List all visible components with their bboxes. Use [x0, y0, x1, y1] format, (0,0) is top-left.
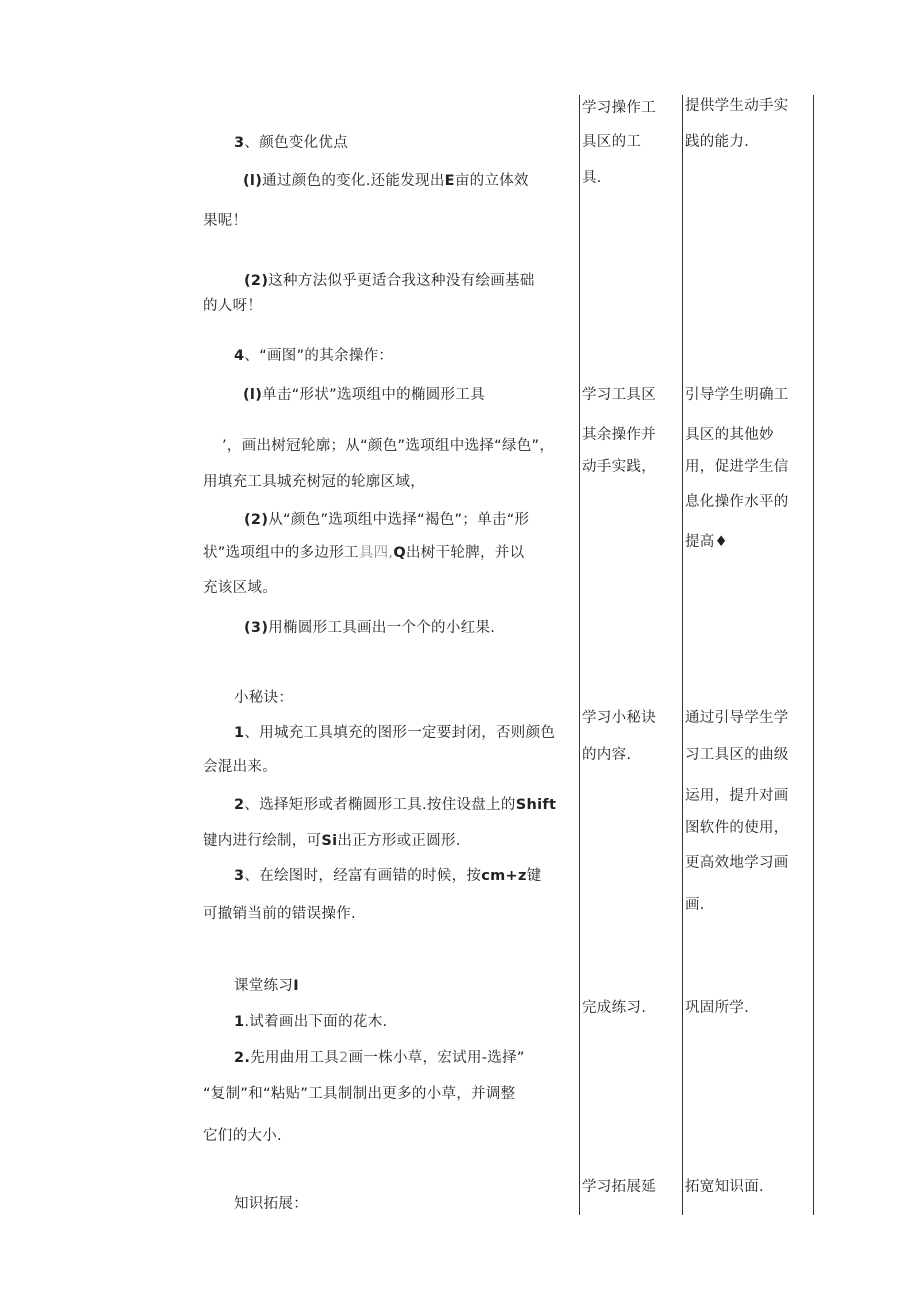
tip-2: 2、选择矩形或者椭圆形工具.按住设盘上的Shift	[234, 797, 557, 813]
design-purpose-2-line-2: 具区的其他妙	[685, 427, 774, 443]
student-activity-4-line-1: 完成练习.	[582, 1000, 647, 1016]
design-purpose-2-line-5: 提高♦	[685, 534, 728, 550]
design-purpose-2-line-1: 引导学生明确工	[685, 387, 789, 403]
table-column-border-left	[579, 95, 580, 1215]
tip-3: 3、在绘图时，经富有画错的时候，按cm+z键	[234, 868, 542, 884]
exercise-1: 1.试着画出下面的花木.	[234, 1014, 388, 1030]
table-column-border-right	[813, 95, 814, 1215]
section-3-title: 3、颜色变化优点	[234, 135, 348, 151]
design-purpose-3-line-5: 更高效地学习画	[685, 855, 789, 871]
section-3-point-1-cont: 果呢！	[203, 213, 248, 229]
design-purpose-3-line-1: 通过引导学生学	[685, 710, 789, 726]
student-activity-1-line-1: 学习操作工	[582, 100, 656, 116]
section-4-point-1-cont-2: 用填充工具城充树冠的轮廓区域，	[203, 474, 425, 490]
tip-1: 1、用城充工具填充的图形一定要封闭，否则颜色	[234, 725, 556, 741]
exercise-2-cont: “复制”和“粘贴”工具制制出更多的小草，并调整	[203, 1086, 516, 1102]
section-4-point-1-cont: ’，画出树冠轮廓；从“颜色”选项组中选择“绿色”，	[222, 438, 555, 454]
student-activity-2-line-3: 动手实践，	[582, 459, 656, 475]
section-4-point-3: (3)用椭圆形工具画出一个个的小红果.	[244, 620, 496, 636]
student-activity-3-line-1: 学习小秘诀	[582, 710, 656, 726]
section-3-point-2-cont: 的人呀！	[203, 298, 263, 314]
exercise-2-cont-2: 它们的大小.	[203, 1128, 282, 1144]
student-activity-1-line-2: 具区的工	[582, 134, 642, 150]
student-activity-5-line-1: 学习拓展延	[582, 1179, 656, 1195]
tip-3-cont: 可撤销当前的错误操作.	[203, 906, 356, 922]
student-activity-3-line-2: 的内容.	[582, 747, 632, 763]
student-activity-2-line-2: 其余操作并	[582, 427, 656, 443]
design-purpose-3-line-6: 画.	[685, 897, 705, 913]
design-purpose-2-line-4: 息化操作水平的	[685, 494, 789, 510]
student-activity-2-line-1: 学习工具区	[582, 387, 656, 403]
table-column-border-middle	[682, 95, 683, 1215]
exercise-2: 2.先用曲用工具2画一株小草，宏试用-选择”	[234, 1050, 525, 1066]
design-purpose-3-line-4: 图软件的使用，	[685, 820, 789, 836]
tip-1-cont: 会混出来。	[203, 759, 277, 775]
extension-title: 知识拓展：	[234, 1196, 308, 1212]
design-purpose-1-line-2: 践的能力.	[685, 134, 750, 150]
section-3-point-2: (2)这种方法似乎更适合我这种没有绘画基础	[244, 273, 535, 289]
section-4-point-2: (2)从“颜色”选项组中选择“褐色”；单击“形	[244, 512, 530, 528]
section-4-title: 4、“画图”的其余操作：	[234, 348, 394, 364]
design-purpose-3-line-2: 习工具区的曲级	[685, 747, 789, 763]
section-4-point-1: (l)单击“形状”选项组中的椭圆形工具	[243, 387, 485, 403]
tip-2-cont: 键内进行绘制，可Si出正方形或正圆形.	[203, 833, 461, 849]
exercise-title: 课堂练习I	[234, 978, 299, 994]
section-4-point-2-cont: 状”选项组中的多边形工具四,Q出树干轮脾，并以	[203, 545, 525, 561]
section-4-point-2-cont-2: 充该区域。	[203, 580, 277, 596]
design-purpose-3-line-3: 运用，提升对画	[685, 788, 789, 804]
tips-title: 小秘诀：	[234, 690, 294, 706]
design-purpose-2-line-3: 用，促进学生信	[685, 459, 789, 475]
section-3-point-1: (l)通过颜色的变化.还能发现出E亩的立体效	[243, 173, 529, 189]
student-activity-1-line-3: 具.	[582, 170, 602, 186]
design-purpose-1-line-1: 提供学生动手实	[685, 98, 789, 114]
design-purpose-5-line-1: 拓宽知识面.	[685, 1179, 764, 1195]
design-purpose-4-line-1: 巩固所学.	[685, 1000, 750, 1016]
